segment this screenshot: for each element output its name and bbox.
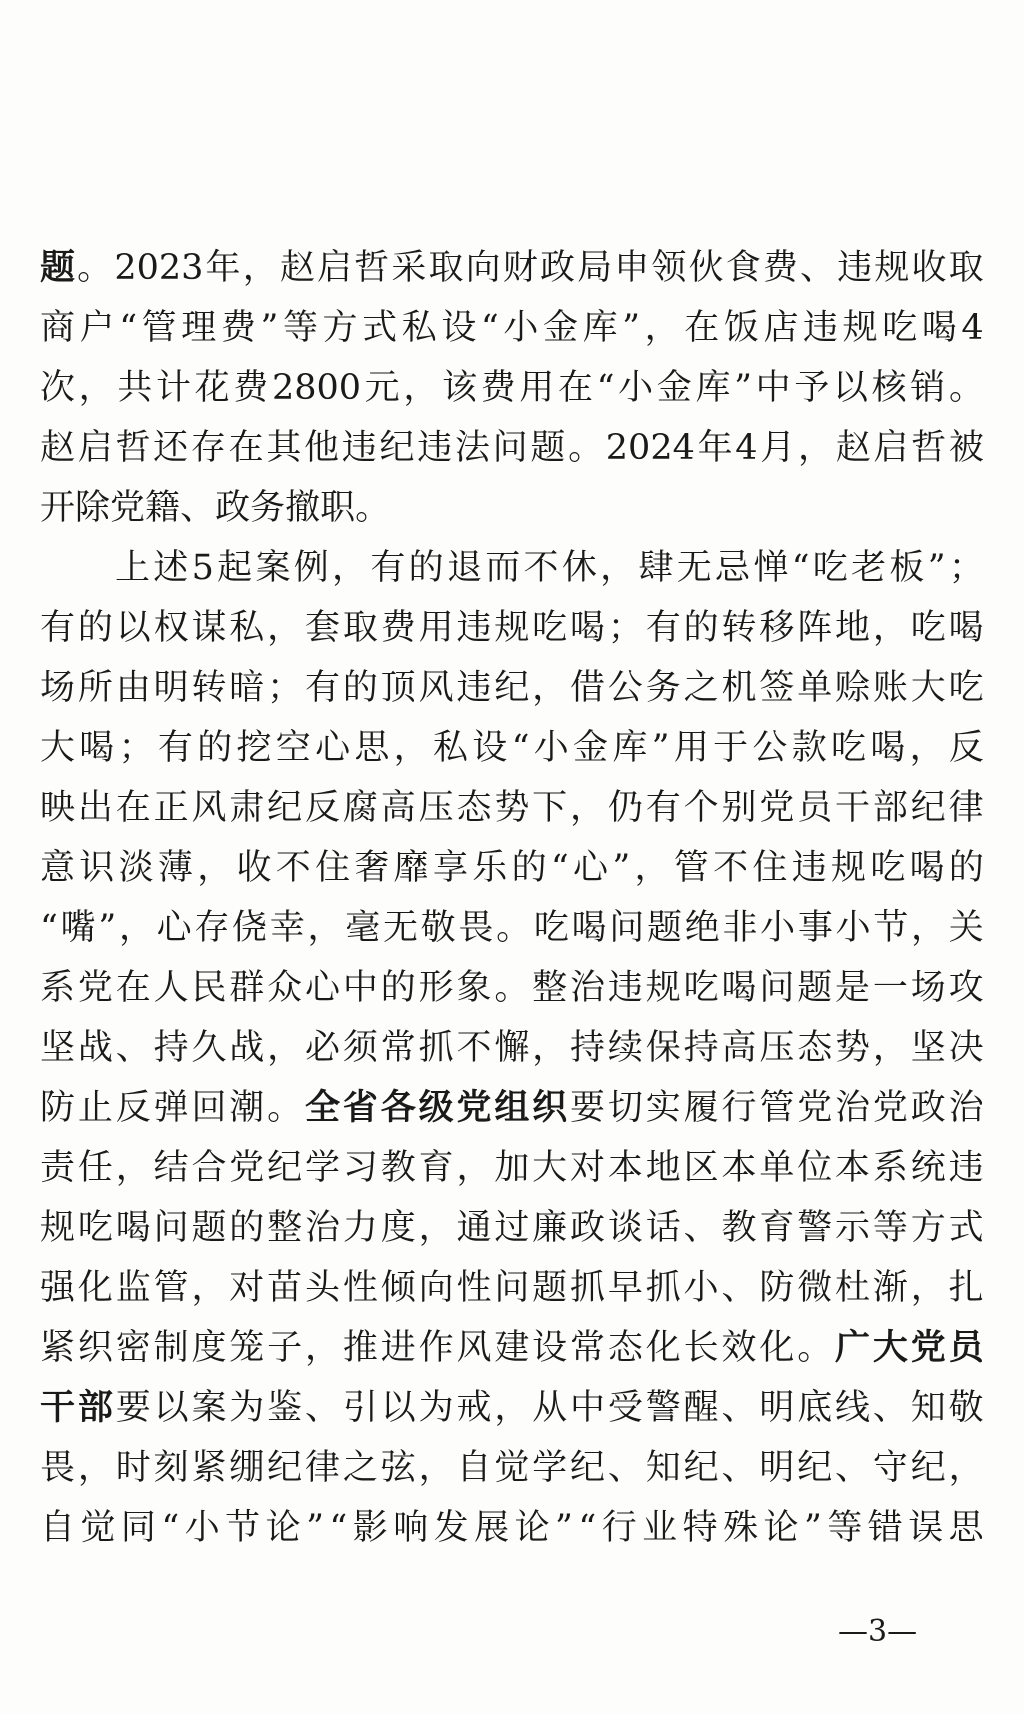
text-line: 上 述 5 起 案 例 ， 有 的 退 而 不 休 ， 肆 无 忌 惮 “ 吃 老 板 ” ； bbox=[115, 548, 984, 588]
text-line: 紧 织 密 制 度 笼 子 ， 推 进 作 风 建 设 常 态 化 长 效 化 。 广 大 党 员 bbox=[40, 1328, 984, 1368]
text-line: 意 识 淡 薄 ， 收 不 住 奢 靡 享 乐 的 “ 心 ” ， 管 不 住 违 规 吃 喝 的 bbox=[40, 848, 984, 888]
text-line: 畏 ， 时 刻 紧 绷 纪 律 之 弦 ， 自 觉 学 纪 、 知 纪 、 明 纪 、 守 纪 ， bbox=[40, 1448, 984, 1488]
text-line: 干 部 要 以 案 为 鉴 、 引 以 为 戒 ， 从 中 受 警 醒 、 明 底 线 、 知 敬 bbox=[40, 1388, 984, 1428]
text-line: 自 觉 同 “ 小 节 论 ” “ 影 响 发 展 论 ” “ 行 业 特 殊 论 ” 等 错 误 思 bbox=[40, 1508, 984, 1548]
text-line: 责 任 ， 结 合 党 纪 学 习 教 育 ， 加 大 对 本 地 区 本 单 位 本 系 统 违 bbox=[40, 1148, 984, 1188]
text-line: 防 止 反 弹 回 潮 。 全 省 各 级 党 组 织 要 切 实 履 行 管 党 治 党 政 治 bbox=[40, 1088, 984, 1128]
text-line: 规 吃 喝 问 题 的 整 治 力 度 ， 通 过 廉 政 谈 话 、 教 育 警 示 等 方 式 bbox=[40, 1208, 984, 1248]
text-line: 赵 启 哲 还 存 在 其 他 违 纪 违 法 问 题 。 2024 年 4 月 ， 赵 启 哲 被 bbox=[40, 428, 984, 468]
text-line: 系 党 在 人 民 群 众 心 中 的 形 象 。 整 治 违 规 吃 喝 问 题 是 一 场 攻 bbox=[40, 968, 984, 1008]
text-line: 次 ， 共 计 花 费 2800 元 ， 该 费 用 在 “ 小 金 库 ” 中 予 以 核 销 。 bbox=[40, 368, 984, 408]
page-number: —3— bbox=[838, 1614, 918, 1649]
text-line: 映 出 在 正 风 肃 纪 反 腐 高 压 态 势 下 ， 仍 有 个 别 党 员 干 部 纪 律 bbox=[40, 788, 984, 828]
text-line: 题 。 2023 年 ， 赵 启 哲 采 取 向 财 政 局 申 领 伙 食 费 、 违 规 收 取 bbox=[40, 248, 984, 288]
text-line: 场 所 由 明 转 暗 ； 有 的 顶 风 违 纪 ， 借 公 务 之 机 签 单 赊 账 大 吃 bbox=[40, 668, 984, 708]
text-line: 商 户 “ 管 理 费 ” 等 方 式 私 设 “ 小 金 库 ” ， 在 饭 店 违 规 吃 喝 4 bbox=[40, 308, 984, 348]
text-line: 大 喝 ； 有 的 挖 空 心 思 ， 私 设 “ 小 金 库 ” 用 于 公 款 吃 喝 ， 反 bbox=[40, 728, 984, 768]
text-line: 开 除 党 籍 、 政 务 撤 职 。 bbox=[40, 488, 391, 528]
body-text bbox=[40, 238, 984, 1558]
text-line: 坚 战 、 持 久 战 ， 必 须 常 抓 不 懈 ， 持 续 保 持 高 压 态 势 ， 坚 决 bbox=[40, 1028, 984, 1068]
text-line: “ 嘴 ” ， 心 存 侥 幸 ， 毫 无 敬 畏 。 吃 喝 问 题 绝 非 小 事 小 节 ， 关 bbox=[40, 908, 984, 948]
text-line: 强 化 监 管 ， 对 苗 头 性 倾 向 性 问 题 抓 早 抓 小 、 防 微 杜 渐 ， 扎 bbox=[40, 1268, 984, 1308]
text-line: 有 的 以 权 谋 私 ， 套 取 费 用 违 规 吃 喝 ； 有 的 转 移 阵 地 ， 吃 喝 bbox=[40, 608, 984, 648]
